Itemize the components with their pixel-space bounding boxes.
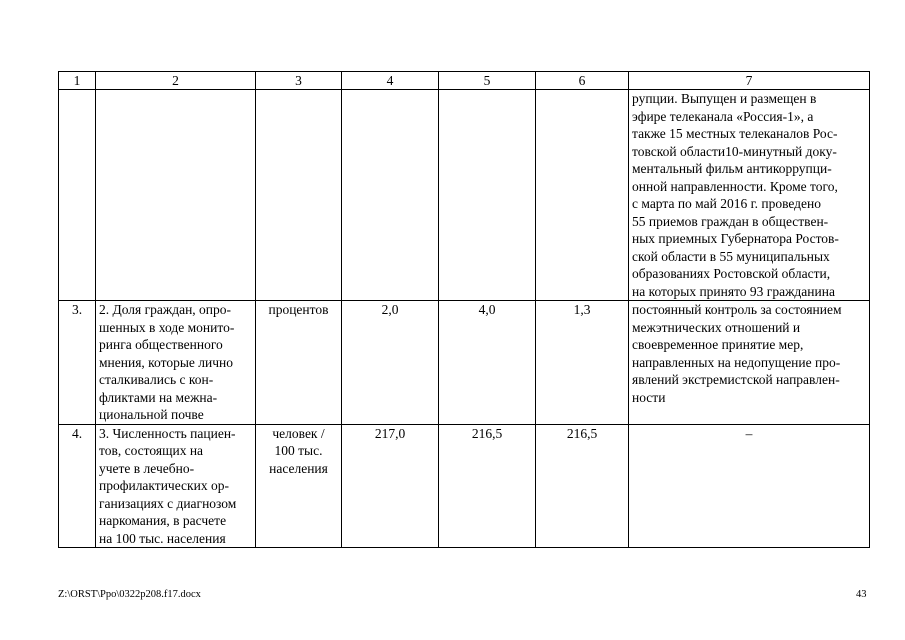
- cell-empty: [96, 90, 256, 301]
- text-line: образованиях Ростовской области,: [632, 266, 831, 281]
- text-line: межэтнических отношений и: [632, 319, 801, 335]
- cell-empty: [59, 90, 96, 301]
- text-line: наркомания, в расчете: [99, 513, 227, 528]
- text-line: ментальный фильм антикоррупци-: [632, 161, 832, 176]
- header-cell-3: 3: [256, 72, 342, 90]
- text-line: сталкивались с кон-: [99, 372, 214, 387]
- cell-empty: [256, 90, 342, 301]
- value-col6: 216,5: [536, 424, 629, 548]
- indicator-name: [96, 424, 256, 548]
- text-line: циональной почве: [99, 407, 204, 422]
- header-cell-2: 2: [96, 72, 256, 90]
- text-line: населения: [269, 460, 328, 476]
- text-line: ринга общественного: [99, 337, 223, 352]
- text-line: также 15 местных телеканалов Рос-: [632, 126, 838, 141]
- text-line: рупции. Выпущен и размещен в: [632, 91, 817, 106]
- text-line: ности: [632, 389, 666, 405]
- text-line: с марта по май 2016 г. проведено: [632, 196, 822, 211]
- text-line: на которых принято 93 гражданина: [632, 283, 835, 299]
- text-line: профилактических ор-: [99, 478, 229, 493]
- text-line: шенных в ходе монито-: [99, 319, 235, 335]
- text-line: мнения, которые лично: [99, 354, 233, 370]
- unit: процентов: [256, 301, 342, 425]
- unit: [256, 424, 342, 548]
- value-col4: 2,0: [342, 301, 439, 425]
- text-line: человек /: [272, 425, 325, 441]
- text-line: на 100 тыс. населения: [99, 530, 226, 546]
- value-col6: 1,3: [536, 301, 629, 425]
- value-col4: 217,0: [342, 424, 439, 548]
- text-line: ганизациях с диагнозом: [99, 495, 237, 511]
- text-line: своевременное принятие мер,: [632, 337, 804, 352]
- table-row-continuation: [59, 90, 870, 301]
- text-line: направленных на недопущение про-: [632, 354, 841, 370]
- text-line: учете в лечебно-: [99, 460, 195, 476]
- header-cell-4: 4: [342, 72, 439, 90]
- cell-measures-text: –: [629, 424, 870, 548]
- document-table: [58, 71, 870, 548]
- header-cell-5: 5: [439, 72, 536, 90]
- header-cell-6: 6: [536, 72, 629, 90]
- text-line: ской области в 55 муниципальных: [632, 248, 830, 264]
- text-line: 2. Доля граждан, опро-: [99, 302, 232, 317]
- table-row-3: [59, 301, 870, 425]
- row-number: 3.: [59, 301, 96, 425]
- header-row: [59, 72, 870, 90]
- cell-empty: [342, 90, 439, 301]
- value-col5: 4,0: [439, 301, 536, 425]
- page-number: 43: [856, 589, 867, 600]
- table-row-4: [59, 424, 870, 548]
- indicator-name: [96, 301, 256, 425]
- cell-measures-text: [629, 301, 870, 425]
- text-line: 100 тыс.: [274, 443, 323, 458]
- header-cell-1: 1: [59, 72, 96, 90]
- footer-file-path: Z:\ORST\Ppo\0322p208.f17.docx: [58, 589, 201, 600]
- cell-empty: [439, 90, 536, 301]
- text-line: онной направленности. Кроме того,: [632, 178, 838, 194]
- value-col5: 216,5: [439, 424, 536, 548]
- text-line: 55 приемов граждан в обществен-: [632, 213, 829, 229]
- text-line: тов, состоящих на: [99, 443, 204, 458]
- cell-empty: [536, 90, 629, 301]
- header-cell-7: 7: [629, 72, 870, 90]
- text-line: 3. Численность пациен-: [99, 425, 236, 441]
- cell-measures-text: [629, 90, 870, 301]
- text-line: эфире телеканала «Россия-1», а: [632, 108, 814, 124]
- text-line: ных приемных Губернатора Ростов-: [632, 231, 839, 246]
- text-line: товской области10-минутный доку-: [632, 143, 837, 159]
- row-number: 4.: [59, 424, 96, 548]
- text-line: явлений экстремистской направлен-: [632, 372, 840, 387]
- text-line: фликтами на межна-: [99, 389, 218, 405]
- text-line: постоянный контроль за состоянием: [632, 302, 842, 317]
